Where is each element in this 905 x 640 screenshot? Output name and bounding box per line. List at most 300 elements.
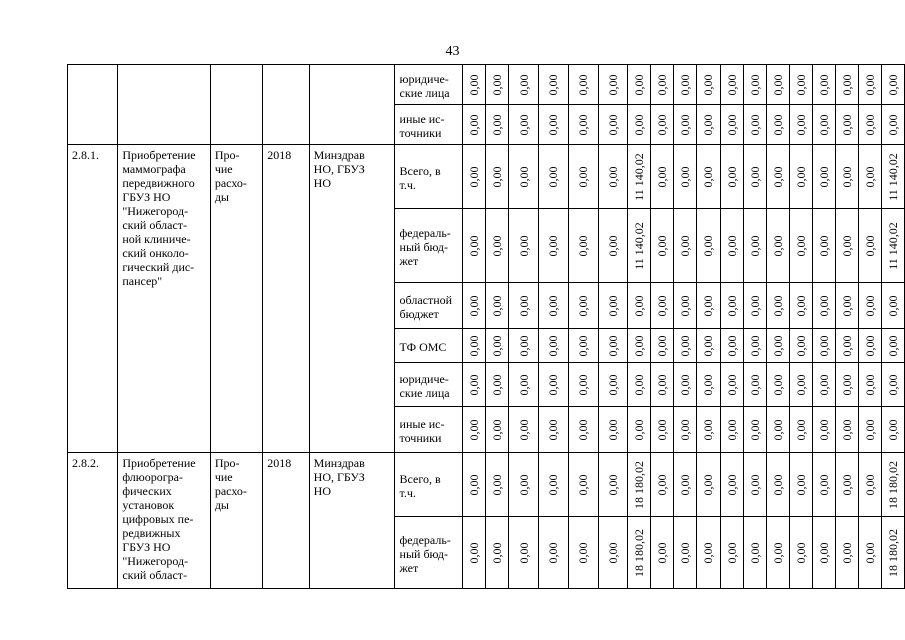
value-text: 0,00 <box>816 74 831 95</box>
value-text: 0,00 <box>793 335 808 356</box>
source-cell <box>394 453 463 517</box>
value-text: 0,00 <box>862 374 877 395</box>
value-cell <box>651 453 674 517</box>
value-text: 0,00 <box>839 374 854 395</box>
value-text: 0,00 <box>747 235 762 256</box>
value-cell <box>568 517 598 589</box>
value-text: 0,00 <box>701 335 716 356</box>
value-cell <box>812 517 835 589</box>
value-cell <box>743 453 766 517</box>
value-cell <box>697 363 720 407</box>
value-cell <box>628 453 651 517</box>
value-cell <box>628 329 651 363</box>
value-cell <box>509 283 539 329</box>
value-text: 0,00 <box>701 374 716 395</box>
value-cell <box>835 363 858 407</box>
item-category-cell <box>210 453 262 589</box>
value-cell <box>651 283 674 329</box>
value-cell <box>598 283 628 329</box>
value-cell <box>674 453 697 517</box>
value-cell <box>720 65 743 105</box>
item-name-cell-text: Приобретение маммографа передвижного ГБУЗ НО "Нижегород- ский област- ной клиниче- ский онколо- гический дис- пансер" <box>122 148 196 288</box>
value-text: 0,00 <box>793 166 808 187</box>
value-cell <box>881 363 904 407</box>
value-cell <box>789 453 812 517</box>
value-cell <box>509 517 539 589</box>
item-number-cell-text: 2.8.1. <box>72 148 99 162</box>
value-text: 0,00 <box>576 474 591 495</box>
value-cell <box>812 145 835 209</box>
value-text: 0,00 <box>747 542 762 563</box>
source-cell <box>394 517 463 589</box>
value-text: 0,00 <box>632 114 647 135</box>
value-text: 0,00 <box>793 419 808 440</box>
value-text: 0,00 <box>516 166 531 187</box>
value-cell <box>697 407 720 453</box>
value-text: 0,00 <box>770 74 785 95</box>
value-text: 0,00 <box>724 374 739 395</box>
source-cell-text: иные ис- точники <box>399 111 445 140</box>
value-text: 0,00 <box>816 374 831 395</box>
value-cell <box>720 145 743 209</box>
value-text: 0,00 <box>747 335 762 356</box>
value-text: 0,00 <box>576 114 591 135</box>
value-text: 0,00 <box>655 374 670 395</box>
value-cell <box>486 517 509 589</box>
value-cell <box>789 363 812 407</box>
value-cell <box>835 283 858 329</box>
value-cell <box>568 453 598 517</box>
source-cell <box>394 105 463 145</box>
value-cell <box>812 209 835 283</box>
table-row <box>68 145 905 209</box>
value-text: 0,00 <box>632 335 647 356</box>
value-text: 0,00 <box>605 114 620 135</box>
value-text: 0,00 <box>605 542 620 563</box>
value-text: 0,00 <box>467 74 482 95</box>
source-cell-text: федераль- ный бюд- жет <box>399 532 451 575</box>
value-cell <box>509 407 539 453</box>
value-cell <box>766 453 789 517</box>
table-row <box>68 453 905 517</box>
value-cell <box>539 517 569 589</box>
value-text: 0,00 <box>747 419 762 440</box>
value-text: 0,00 <box>839 114 854 135</box>
value-text: 0,00 <box>793 542 808 563</box>
item-number-cell-text: 2.8.2. <box>72 456 99 470</box>
value-cell <box>881 65 904 105</box>
value-text: 0,00 <box>546 295 561 316</box>
item-executor-cell-text: Минздрав НО, ГБУЗ НО <box>313 148 365 190</box>
value-text: 0,00 <box>546 335 561 356</box>
value-cell <box>598 329 628 363</box>
value-cell <box>858 453 881 517</box>
value-text: 0,00 <box>701 542 716 563</box>
value-text: 0,00 <box>490 474 505 495</box>
value-cell <box>628 105 651 145</box>
value-text: 0,00 <box>701 74 716 95</box>
value-text: 11 140,02 <box>632 221 647 270</box>
value-text: 0,00 <box>885 374 900 395</box>
value-cell <box>486 65 509 105</box>
value-cell <box>486 407 509 453</box>
value-text: 0,00 <box>576 295 591 316</box>
value-text: 0,00 <box>655 474 670 495</box>
value-text: 0,00 <box>816 166 831 187</box>
value-text: 0,00 <box>516 419 531 440</box>
value-text: 0,00 <box>770 166 785 187</box>
value-cell <box>651 209 674 283</box>
source-cell-text: федераль- ный бюд- жет <box>399 225 451 268</box>
value-cell <box>568 145 598 209</box>
value-cell <box>463 453 486 517</box>
value-cell <box>881 105 904 145</box>
value-text: 0,00 <box>516 295 531 316</box>
value-text: 0,00 <box>678 114 693 135</box>
value-cell <box>858 517 881 589</box>
value-text: 0,00 <box>839 474 854 495</box>
value-text: 0,00 <box>576 374 591 395</box>
value-text: 0,00 <box>516 74 531 95</box>
value-cell <box>743 283 766 329</box>
value-text: 0,00 <box>490 295 505 316</box>
value-text: 0,00 <box>678 335 693 356</box>
value-cell <box>568 283 598 329</box>
value-cell <box>568 363 598 407</box>
value-text: 0,00 <box>793 374 808 395</box>
value-cell <box>766 209 789 283</box>
value-cell <box>743 517 766 589</box>
value-text: 0,00 <box>678 295 693 316</box>
value-text: 0,00 <box>862 235 877 256</box>
value-cell <box>598 65 628 105</box>
value-text: 0,00 <box>701 419 716 440</box>
value-text: 0,00 <box>862 295 877 316</box>
value-cell <box>881 209 904 283</box>
value-cell <box>628 209 651 283</box>
value-text: 0,00 <box>770 542 785 563</box>
value-cell <box>789 145 812 209</box>
value-cell <box>674 517 697 589</box>
value-text: 0,00 <box>862 74 877 95</box>
value-text: 0,00 <box>793 474 808 495</box>
value-cell <box>651 65 674 105</box>
value-text: 0,00 <box>467 235 482 256</box>
value-text: 0,00 <box>862 114 877 135</box>
value-cell <box>789 105 812 145</box>
value-text: 0,00 <box>605 474 620 495</box>
value-text: 0,00 <box>546 542 561 563</box>
value-text: 0,00 <box>862 166 877 187</box>
value-cell <box>789 65 812 105</box>
value-cell <box>509 209 539 283</box>
value-text: 0,00 <box>793 235 808 256</box>
value-cell <box>539 65 569 105</box>
value-cell <box>789 283 812 329</box>
value-text: 0,00 <box>678 419 693 440</box>
value-cell <box>463 105 486 145</box>
value-text: 0,00 <box>724 419 739 440</box>
value-cell <box>674 329 697 363</box>
value-cell <box>463 407 486 453</box>
value-text: 0,00 <box>632 374 647 395</box>
value-text: 0,00 <box>632 419 647 440</box>
value-text: 0,00 <box>862 335 877 356</box>
item-category-cell <box>210 145 262 453</box>
value-text: 0,00 <box>516 542 531 563</box>
value-cell <box>674 407 697 453</box>
value-cell <box>858 105 881 145</box>
empty-year-cell <box>263 65 309 145</box>
value-cell <box>858 209 881 283</box>
value-cell <box>812 329 835 363</box>
value-cell <box>743 329 766 363</box>
value-cell <box>463 363 486 407</box>
item-name-cell-text: Приобретение флюорогра- фических установок цифровых пе- редвижных ГБУЗ НО "Нижегород- ский област- <box>122 456 196 582</box>
value-text: 0,00 <box>793 295 808 316</box>
value-cell <box>720 209 743 283</box>
value-text: 0,00 <box>816 235 831 256</box>
item-name-cell <box>118 145 211 453</box>
value-cell <box>568 209 598 283</box>
value-text: 0,00 <box>576 542 591 563</box>
value-cell <box>568 329 598 363</box>
value-text: 0,00 <box>546 114 561 135</box>
value-text: 0,00 <box>793 74 808 95</box>
value-cell <box>509 329 539 363</box>
value-text: 0,00 <box>839 74 854 95</box>
value-text: 0,00 <box>885 419 900 440</box>
value-cell <box>539 329 569 363</box>
value-cell <box>674 209 697 283</box>
value-text: 0,00 <box>701 166 716 187</box>
value-cell <box>812 363 835 407</box>
item-year-cell-text: 2018 <box>267 456 292 470</box>
value-text: 0,00 <box>632 74 647 95</box>
value-cell <box>766 329 789 363</box>
value-cell <box>463 517 486 589</box>
value-text: 0,00 <box>655 295 670 316</box>
value-cell <box>463 65 486 105</box>
value-cell <box>598 105 628 145</box>
value-text: 0,00 <box>467 374 482 395</box>
value-text: 0,00 <box>770 235 785 256</box>
value-text: 0,00 <box>516 335 531 356</box>
value-cell <box>835 209 858 283</box>
value-cell <box>835 65 858 105</box>
value-cell <box>539 453 569 517</box>
value-cell <box>858 407 881 453</box>
value-cell <box>789 407 812 453</box>
value-cell <box>881 407 904 453</box>
value-cell <box>697 209 720 283</box>
value-text: 18 180,02 <box>885 460 900 509</box>
value-text: 0,00 <box>490 74 505 95</box>
value-text: 0,00 <box>724 474 739 495</box>
value-cell <box>539 145 569 209</box>
value-cell <box>598 209 628 283</box>
value-text: 0,00 <box>724 166 739 187</box>
value-cell <box>835 329 858 363</box>
value-text: 0,00 <box>839 419 854 440</box>
value-cell <box>598 145 628 209</box>
source-cell <box>394 145 463 209</box>
value-text: 0,00 <box>816 295 831 316</box>
value-text: 0,00 <box>490 374 505 395</box>
value-text: 0,00 <box>546 474 561 495</box>
value-cell <box>881 453 904 517</box>
value-cell <box>651 145 674 209</box>
value-text: 0,00 <box>701 235 716 256</box>
value-text: 0,00 <box>546 74 561 95</box>
value-cell <box>486 105 509 145</box>
value-cell <box>720 283 743 329</box>
item-year-cell-text: 2018 <box>267 148 292 162</box>
value-text: 0,00 <box>490 114 505 135</box>
value-text: 0,00 <box>516 374 531 395</box>
item-executor-cell-text: Минздрав НО, ГБУЗ НО <box>313 456 365 498</box>
value-text: 18 180,02 <box>632 528 647 577</box>
value-text: 0,00 <box>655 335 670 356</box>
source-cell-text: Всего, в т.ч. <box>399 471 441 500</box>
value-text: 0,00 <box>701 474 716 495</box>
value-text: 0,00 <box>816 542 831 563</box>
value-text: 0,00 <box>605 166 620 187</box>
value-text: 0,00 <box>655 419 670 440</box>
value-cell <box>835 145 858 209</box>
value-text: 0,00 <box>701 295 716 316</box>
item-year-cell <box>263 453 309 589</box>
value-cell <box>628 145 651 209</box>
value-text: 0,00 <box>747 374 762 395</box>
value-cell <box>766 517 789 589</box>
item-name-cell <box>118 453 211 589</box>
value-text: 11 140,02 <box>885 152 900 201</box>
source-cell <box>394 407 463 453</box>
financing-table <box>67 64 905 589</box>
value-cell <box>651 105 674 145</box>
value-cell <box>463 145 486 209</box>
value-cell <box>674 65 697 105</box>
value-text: 0,00 <box>546 166 561 187</box>
value-cell <box>697 329 720 363</box>
value-cell <box>720 407 743 453</box>
value-cell <box>568 105 598 145</box>
value-text: 0,00 <box>655 166 670 187</box>
value-text: 0,00 <box>467 295 482 316</box>
value-cell <box>812 65 835 105</box>
value-cell <box>598 407 628 453</box>
value-cell <box>881 145 904 209</box>
value-cell <box>743 407 766 453</box>
value-text: 0,00 <box>724 235 739 256</box>
value-cell <box>858 65 881 105</box>
value-cell <box>598 363 628 407</box>
value-cell <box>766 145 789 209</box>
value-text: 0,00 <box>770 114 785 135</box>
source-cell <box>394 65 463 105</box>
value-text: 0,00 <box>490 542 505 563</box>
value-cell <box>628 407 651 453</box>
item-year-cell <box>263 145 309 453</box>
value-cell <box>835 105 858 145</box>
value-cell <box>509 105 539 145</box>
value-cell <box>628 363 651 407</box>
value-cell <box>743 209 766 283</box>
item-number-cell <box>68 453 118 589</box>
value-text: 0,00 <box>467 474 482 495</box>
value-cell <box>720 363 743 407</box>
value-cell <box>539 209 569 283</box>
value-cell <box>486 329 509 363</box>
value-text: 0,00 <box>655 235 670 256</box>
value-text: 0,00 <box>724 335 739 356</box>
value-text: 0,00 <box>605 419 620 440</box>
value-text: 0,00 <box>862 474 877 495</box>
value-cell <box>720 517 743 589</box>
value-cell <box>598 517 628 589</box>
item-executor-cell <box>309 453 394 589</box>
value-cell <box>509 453 539 517</box>
value-cell <box>789 329 812 363</box>
value-text: 0,00 <box>885 114 900 135</box>
value-text: 0,00 <box>678 374 693 395</box>
value-cell <box>812 105 835 145</box>
value-cell <box>697 283 720 329</box>
value-cell <box>509 363 539 407</box>
source-cell <box>394 283 463 329</box>
value-text: 0,00 <box>839 295 854 316</box>
item-category-cell-text: Про- чие расхо- ды <box>214 456 247 512</box>
item-executor-cell <box>309 145 394 453</box>
empty-name-cell <box>118 65 211 145</box>
value-text: 0,00 <box>816 419 831 440</box>
value-cell <box>789 209 812 283</box>
value-text: 0,00 <box>678 235 693 256</box>
value-text: 0,00 <box>516 114 531 135</box>
value-text: 18 180,02 <box>632 460 647 509</box>
value-text: 0,00 <box>701 114 716 135</box>
value-cell <box>598 453 628 517</box>
value-cell <box>720 105 743 145</box>
value-cell <box>720 453 743 517</box>
value-text: 0,00 <box>724 295 739 316</box>
value-text: 0,00 <box>747 74 762 95</box>
value-cell <box>509 65 539 105</box>
value-cell <box>743 145 766 209</box>
value-cell <box>628 283 651 329</box>
value-text: 0,00 <box>770 295 785 316</box>
value-text: 0,00 <box>885 335 900 356</box>
value-cell <box>463 283 486 329</box>
source-cell <box>394 329 463 363</box>
source-cell-text: юридиче- ские лица <box>399 71 450 100</box>
value-text: 0,00 <box>516 235 531 256</box>
value-cell <box>651 407 674 453</box>
value-text: 0,00 <box>605 374 620 395</box>
table-row <box>68 65 905 105</box>
value-cell <box>858 145 881 209</box>
value-text: 0,00 <box>885 74 900 95</box>
value-cell <box>697 517 720 589</box>
value-cell <box>509 145 539 209</box>
value-text: 0,00 <box>770 474 785 495</box>
value-cell <box>674 105 697 145</box>
value-text: 0,00 <box>678 74 693 95</box>
value-cell <box>568 65 598 105</box>
value-text: 0,00 <box>770 374 785 395</box>
value-text: 0,00 <box>576 235 591 256</box>
